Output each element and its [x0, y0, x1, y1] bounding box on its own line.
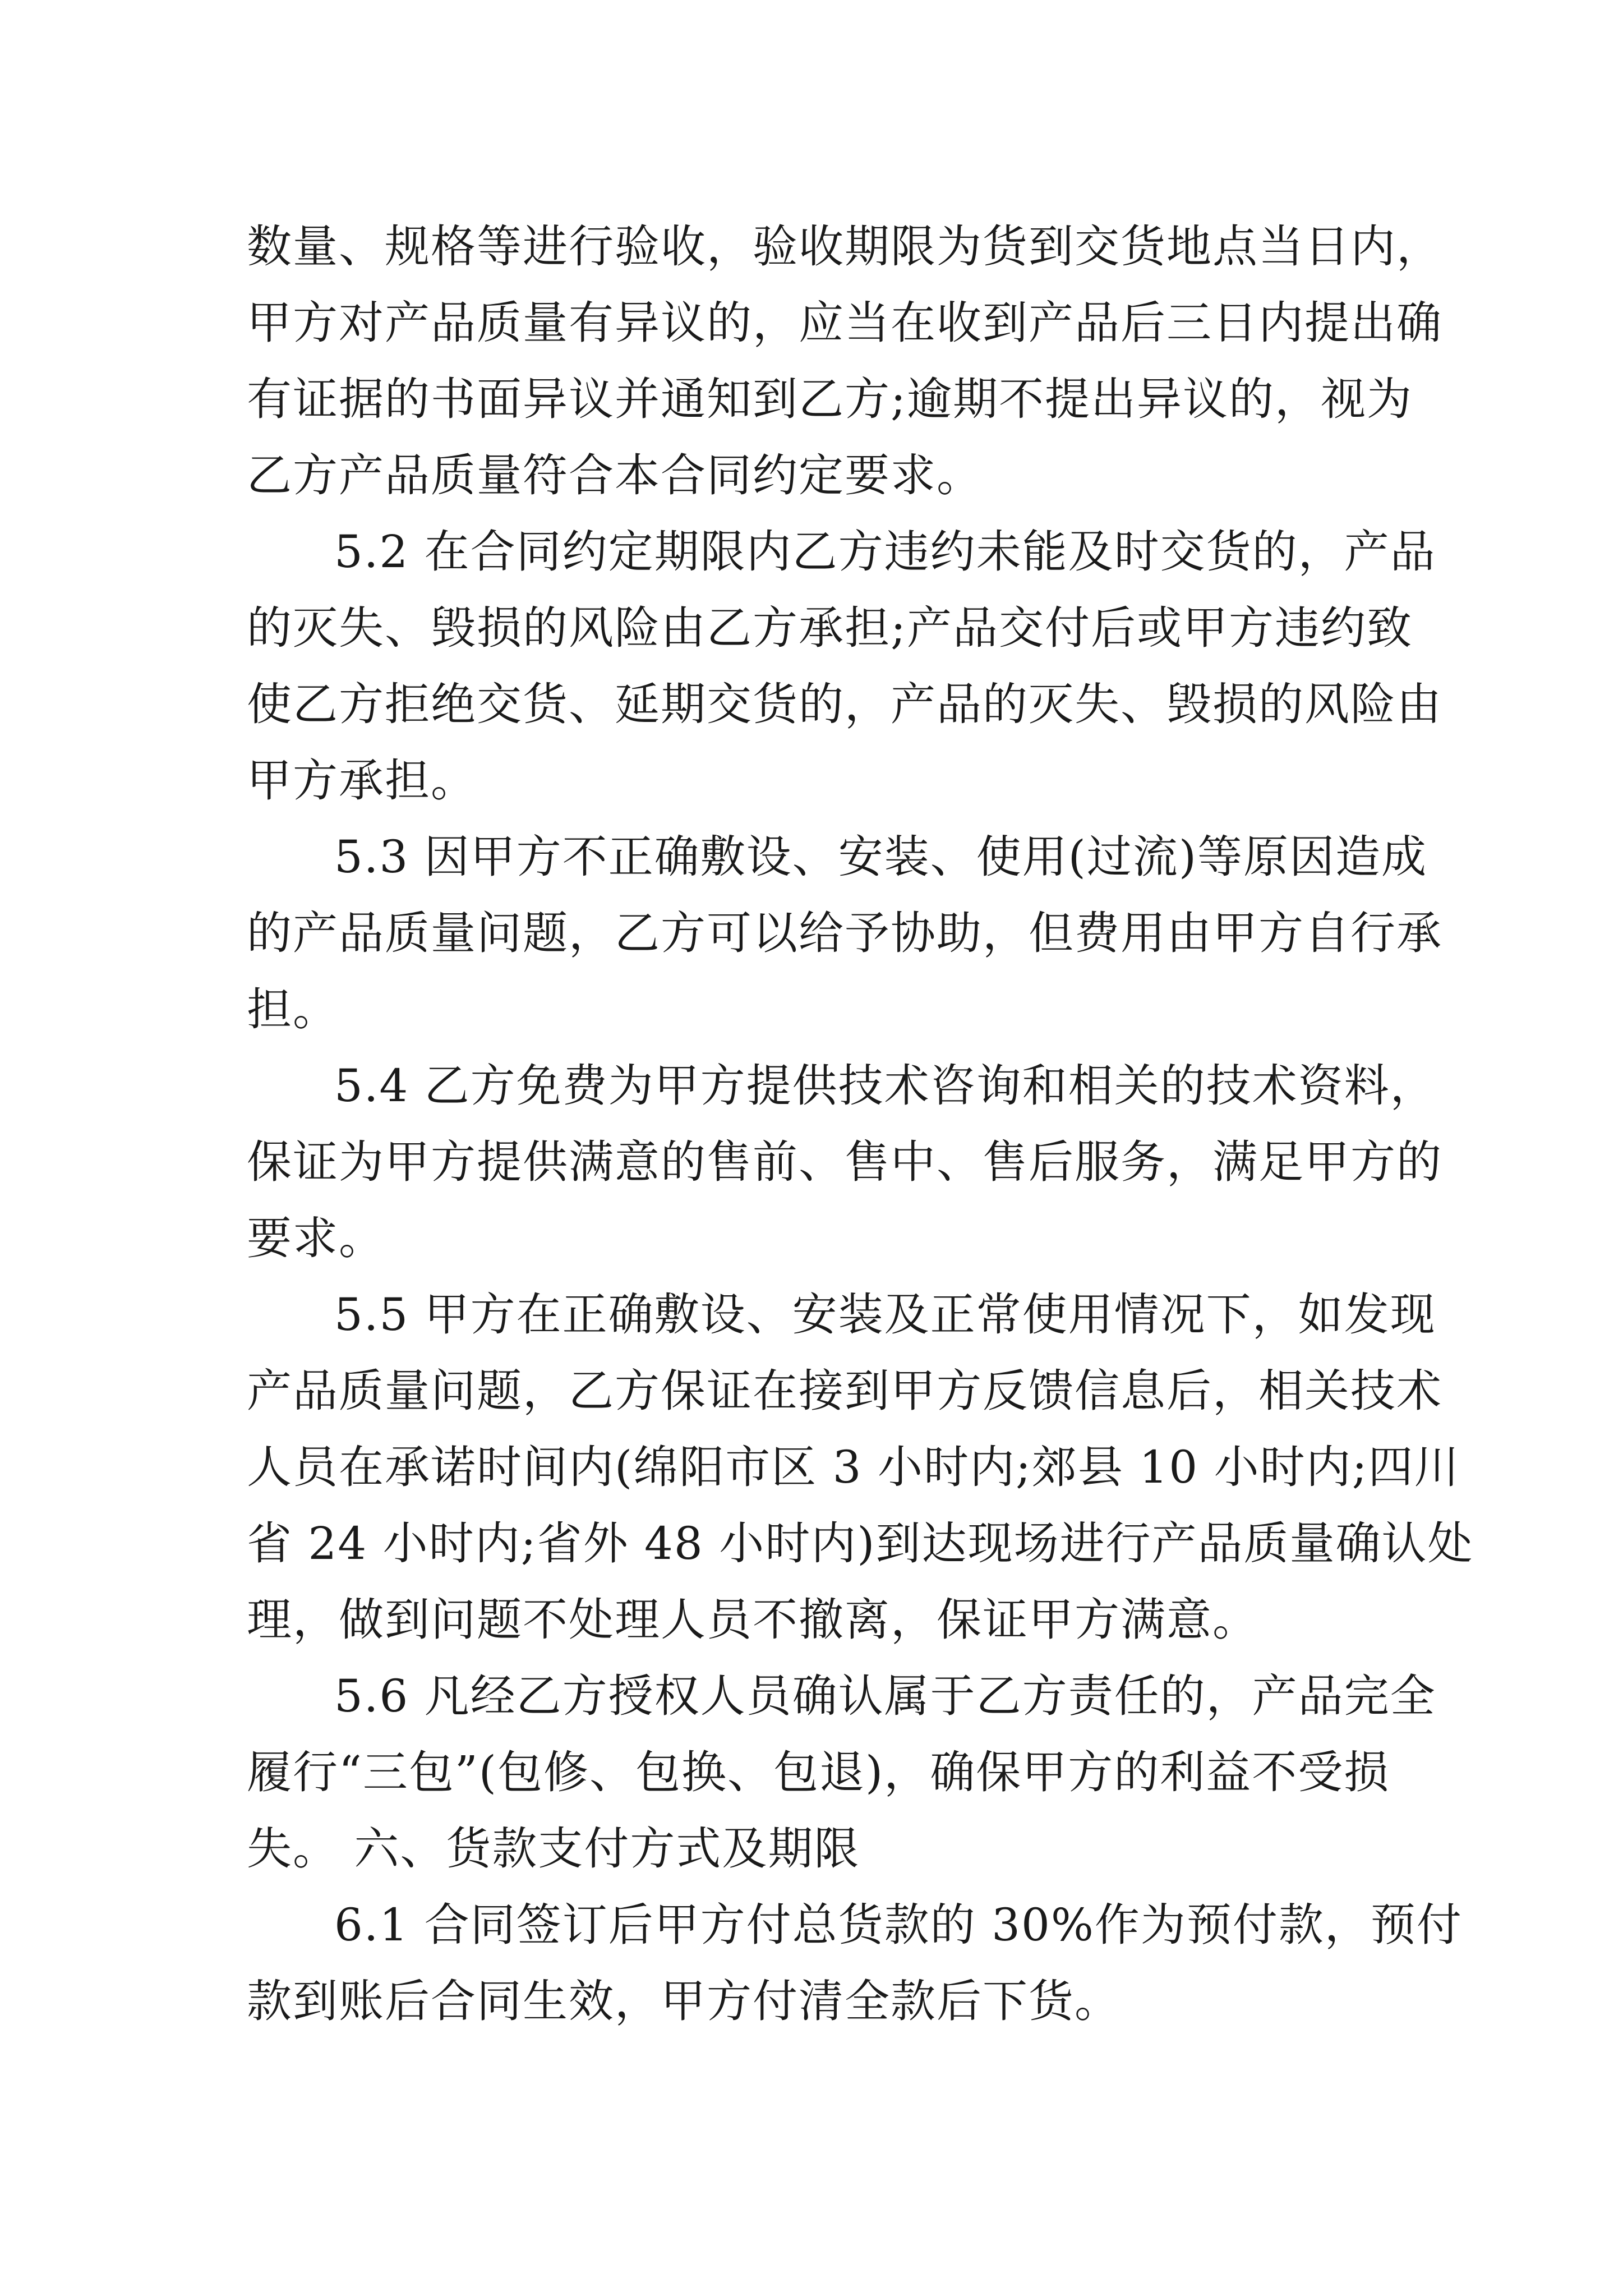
text-line: 5.2 在合同约定期限内乙方违约未能及时交货的，产品 — [334, 526, 1436, 578]
text-line: 数量、规格等进行验收，验收期限为货到交货地点当日内， — [247, 220, 1442, 273]
text-line: 的产品质量问题，乙方可以给予协助，但费用由甲方自行承 — [247, 907, 1442, 959]
text-line: 使乙方拒绝交货、延期交货的，产品的灭失、毁损的风险由 — [247, 678, 1442, 730]
text-line: 5.5 甲方在正确敷设、安装及正常使用情况下，如发现 — [334, 1289, 1436, 1341]
text-line: 人员在承诺时间内(绵阳市区 3 小时内;郊县 10 小时内;四川 — [247, 1441, 1460, 1493]
text-line: 6.1 合同签订后甲方付总货款的 30%作为预付款，预付 — [334, 1899, 1463, 1951]
text-line: 的灭失、毁损的风险由乙方承担;产品交付后或甲方违约致 — [247, 602, 1413, 654]
text-line: 担。 — [247, 983, 339, 1036]
text-line: 履行“三包”(包修、包换、包退)，确保甲方的利益不受损 — [247, 1746, 1390, 1798]
text-line: 有证据的书面异议并通知到乙方;逾期不提出异议的，视为 — [247, 373, 1413, 425]
text-line: 5.3 因甲方不正确敷设、安装、使用(过流)等原因造成 — [334, 831, 1428, 883]
text-line: 5.4 乙方免费为甲方提供技术咨询和相关的技术资料， — [334, 1060, 1436, 1112]
text-line: 保证为甲方提供满意的售前、售中、售后服务，满足甲方的 — [247, 1136, 1442, 1188]
text-line: 理，做到问题不处理人员不撤离，保证甲方满意。 — [247, 1594, 1258, 1646]
text-line: 款到账后合同生效，甲方付清全款后下货。 — [247, 1975, 1121, 2027]
text-line: 甲方对产品质量有异议的，应当在收到产品后三日内提出确 — [247, 297, 1442, 349]
text-line: 甲方承担。 — [247, 754, 477, 807]
text-line: 乙方产品质量符合本合同约定要求。 — [247, 449, 983, 501]
text-line: 失。 六、货款支付方式及期限 — [247, 1823, 860, 1875]
text-line: 5.6 凡经乙方授权人员确认属于乙方责任的，产品完全 — [334, 1670, 1436, 1722]
text-line: 产品质量问题，乙方保证在接到甲方反馈信息后，相关技术 — [247, 1365, 1442, 1417]
text-line: 要求。 — [247, 1212, 385, 1264]
text-line: 省 24 小时内;省外 48 小时内)到达现场进行产品质量确认处 — [247, 1517, 1474, 1570]
